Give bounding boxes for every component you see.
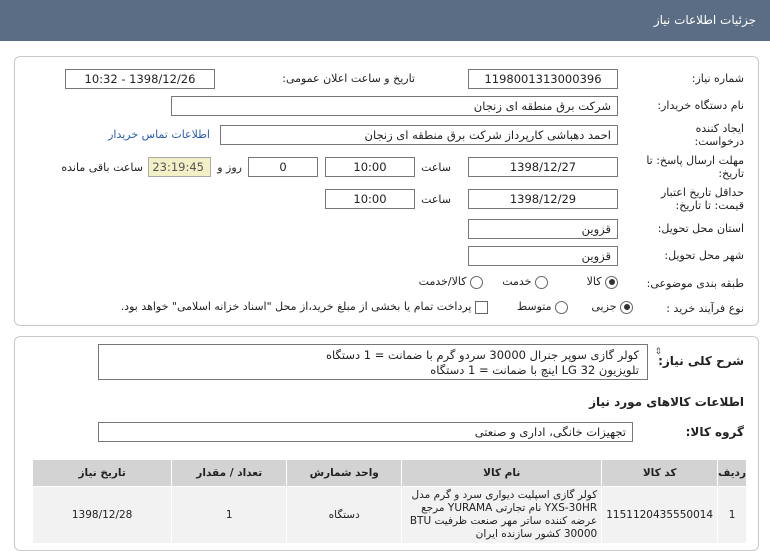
creator-field: احمد دهباشی کارپرداز شرکت برق منطقه ای زنجان: [220, 125, 618, 145]
radio-selected-icon[interactable]: [605, 276, 618, 289]
page-title: جزئیات اطلاعات نیاز: [653, 13, 756, 27]
deadline-time-field: 10:00: [325, 157, 415, 177]
cell-row: 1: [718, 487, 747, 544]
need-number-field: 1198001313000396: [468, 69, 618, 89]
validity-label: حداقل تاریخ اعتبار قیمت: تا تاریخ:: [660, 186, 744, 212]
summary-line-1: کولر گازی سوپر جنرال 30000 سردو گرم با ضمانت = 1 دستگاه: [326, 348, 639, 362]
col-unit: واحد شمارش: [287, 460, 402, 487]
category-option-service[interactable]: خدمت: [502, 275, 548, 289]
buyer-contact-link[interactable]: اطلاعات تماس خریدار: [108, 128, 210, 141]
creator-label: ایجاد کننده درخواست:: [694, 122, 744, 148]
col-qty: تعداد / مقدار: [172, 460, 287, 487]
remaining-time-counter: 23:19:45: [148, 157, 211, 177]
summary-line-2: تلویزیون LG 32 اینچ با ضمانت = 1 دستگاه: [430, 363, 639, 377]
goods-group-field: تجهیزات خانگی، اداری و صنعتی: [98, 422, 633, 442]
col-code: کد کالا: [602, 460, 718, 487]
buyer-field: شرکت برق منطقه ای زنجان: [171, 96, 618, 116]
scroll-arrows-icon[interactable]: ⇕: [654, 347, 662, 357]
col-date: تاریخ نیاز: [33, 460, 172, 487]
cell-qty: 1: [172, 487, 287, 544]
category-label: طبقه بندی موضوعی:: [646, 277, 744, 290]
goods-group-label: گروه کالا:: [685, 425, 744, 439]
need-details-panel: [14, 56, 759, 326]
radio-icon[interactable]: [555, 301, 568, 314]
col-name: نام کالا: [402, 460, 602, 487]
goods-section-title: اطلاعات کالاهای مورد نیاز: [589, 395, 744, 409]
category-option-goods-service[interactable]: کالا/خدمت: [419, 275, 483, 289]
goods-panel: [14, 336, 759, 551]
city-field: قزوین: [468, 246, 618, 266]
page-header: [0, 0, 770, 41]
remaining-time-label: ساعت باقی مانده: [61, 161, 143, 174]
cell-date: 1398/12/28: [33, 487, 172, 544]
col-row: ردیف: [718, 460, 747, 487]
table-header-row: [33, 460, 747, 487]
summary-label: شرح کلی نیاز:: [658, 354, 744, 368]
radio-icon[interactable]: [535, 276, 548, 289]
validity-time-label: ساعت: [421, 193, 451, 206]
city-label: شهر محل تحویل:: [664, 249, 744, 262]
announce-field: 1398/12/26 - 10:32: [65, 69, 215, 89]
deadline-label: مهلت ارسال پاسخ: تا تاریخ:: [646, 154, 744, 180]
purchase-option-minor[interactable]: جزیی: [591, 300, 633, 314]
validity-date-field: 1398/12/29: [468, 189, 618, 209]
purchase-type-label: نوع فرآیند خرید :: [666, 302, 744, 315]
cell-code: 1151120435550014: [602, 487, 718, 544]
province-label: استان محل تحویل:: [657, 222, 744, 235]
summary-textarea[interactable]: [98, 344, 648, 380]
need-number-label: شماره نیاز:: [691, 72, 744, 85]
province-field: قزوین: [468, 219, 618, 239]
buyer-label: نام دستگاه خریدار:: [657, 99, 744, 112]
table-row: [33, 487, 747, 544]
goods-table: [32, 459, 747, 544]
checkbox-icon[interactable]: [475, 301, 488, 314]
category-option-goods[interactable]: کالا: [587, 275, 618, 289]
deadline-date-field: 1398/12/27: [468, 157, 618, 177]
validity-time-field: 10:00: [325, 189, 415, 209]
radio-icon[interactable]: [470, 276, 483, 289]
days-label: روز و: [217, 161, 242, 174]
purchase-option-medium[interactable]: متوسط: [517, 300, 568, 314]
cell-name: کولر گازی اسپلیت دیواری سرد و گرم مدل YXS-30HR نام تجارتی YURAMA مرجع عرضه کننده ساتر مهر صنعت ظرفیت BTU 30000 کشور سازنده ایران: [402, 487, 602, 544]
radio-selected-icon[interactable]: [620, 301, 633, 314]
deadline-time-label: ساعت: [421, 161, 451, 174]
days-remaining-field: 0: [248, 157, 318, 177]
treasury-payment-option[interactable]: پرداخت تمام یا بخشی از مبلغ خرید،از محل "اسناد خزانه اسلامی" خواهد بود.: [121, 300, 488, 314]
announce-label: تاریخ و ساعت اعلان عمومی:: [282, 72, 415, 85]
cell-unit: دستگاه: [287, 487, 402, 544]
